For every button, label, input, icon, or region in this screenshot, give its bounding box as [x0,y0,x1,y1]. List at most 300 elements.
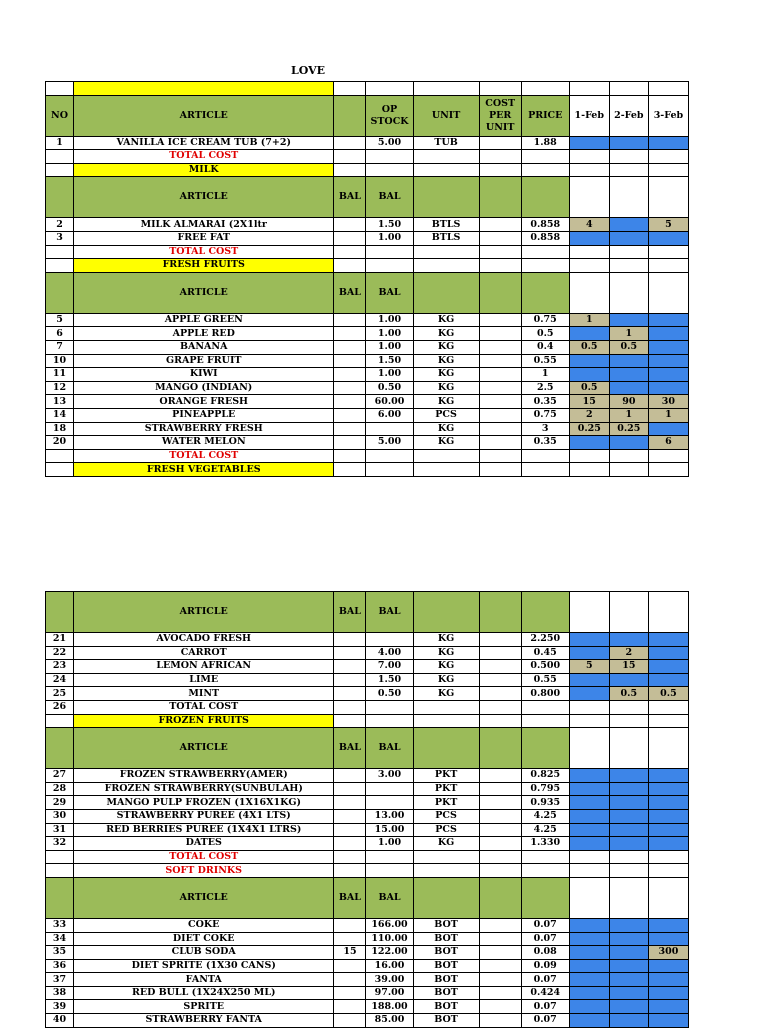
item-bal [334,231,366,245]
item-no: 36 [46,959,74,973]
item-day-qty [609,959,648,973]
item-day-qty: 5 [648,218,688,232]
total-cost-label: TOTAL COST [74,850,334,864]
table-row [46,354,689,368]
item-day-qty [569,1014,609,1028]
empty-cell [521,245,569,259]
item-article: APPLE GREEN [74,313,334,327]
item-day-qty [648,823,688,837]
item-article: MANGO PULP FROZEN (1X16X1KG) [74,796,334,810]
item-unit: BOT [413,959,479,973]
item-no: 29 [46,796,74,810]
header-bal: BAL [366,272,413,313]
item-price: 2.250 [521,633,569,647]
item-op-stock: 1.00 [366,837,413,851]
empty-cell [479,150,521,164]
item-article: RED BULL (1X24X250 ML) [74,986,334,1000]
item-day-qty: 1 [648,408,688,422]
item-price: 0.45 [521,646,569,660]
header-day-blank [569,272,609,313]
item-unit: PCS [413,823,479,837]
header-blank [46,877,74,918]
item-day-qty [569,809,609,823]
empty-cell [609,245,648,259]
empty-cell [413,463,479,477]
item-price: 0.75 [521,408,569,422]
item-unit: PCS [413,408,479,422]
empty-cell [334,150,366,164]
item-op-stock: 4.00 [366,646,413,660]
item-day-qty [569,368,609,382]
empty-cell [521,463,569,477]
empty-cell [366,714,413,728]
table-row [46,1000,689,1014]
item-op-stock: 0.50 [366,381,413,395]
sub-header-row [46,177,689,218]
item-article: TOTAL COST [74,700,334,714]
item-day-qty [609,1014,648,1028]
empty-cell [46,150,74,164]
item-no: 2 [46,218,74,232]
empty-cell [569,449,609,463]
item-day-qty: 300 [648,946,688,960]
item-day-qty: 2 [569,408,609,422]
item-article: FROZEN STRAWBERRY(AMER) [74,769,334,783]
empty-cell [521,864,569,878]
empty-cell [46,864,74,878]
item-day-qty [648,381,688,395]
empty-cell [479,864,521,878]
empty-cell [334,463,366,477]
item-day-qty [648,646,688,660]
empty-cell [479,259,521,273]
table-row [46,918,689,932]
header-blank [521,592,569,633]
item-day-qty [569,973,609,987]
item-op-stock: 1.00 [366,231,413,245]
item-day-qty [648,782,688,796]
header-day-blank [648,877,688,918]
empty-cell [521,82,569,96]
item-unit: PKT [413,782,479,796]
item-day-qty: 0.5 [609,340,648,354]
item-no: 21 [46,633,74,647]
item-op-stock: 1.00 [366,340,413,354]
item-no: 37 [46,973,74,987]
item-unit: KG [413,673,479,687]
item-cost-per-unit [479,809,521,823]
item-bal [334,395,366,409]
item-no: 39 [46,1000,74,1014]
item-no: 24 [46,673,74,687]
header-article: ARTICLE [74,95,334,136]
item-cost-per-unit [479,408,521,422]
empty-cell [521,850,569,864]
table-row [46,769,689,783]
item-unit: BTLS [413,218,479,232]
header-blank [521,177,569,218]
item-unit: KG [413,327,479,341]
empty-cell [334,259,366,273]
header-unit: UNIT [413,95,479,136]
item-day-qty: 0.5 [609,687,648,701]
header-blank [46,272,74,313]
empty-cell [648,850,688,864]
item-no: 18 [46,422,74,436]
item-unit: KG [413,381,479,395]
item-no: 1 [46,136,74,150]
item-no: 32 [46,837,74,851]
item-day-qty [609,932,648,946]
item-article: LIME [74,673,334,687]
empty-cell [569,714,609,728]
item-day-qty [648,837,688,851]
item-op-stock: 6.00 [366,408,413,422]
empty-cell [334,449,366,463]
item-article: GRAPE FRUIT [74,354,334,368]
item-day-qty [609,973,648,987]
header-day-blank [648,592,688,633]
item-bal [334,809,366,823]
item-day-qty [648,673,688,687]
item-op-stock: 0.50 [366,687,413,701]
item-day-qty: 15 [609,660,648,674]
item-article: STRAWBERRY FANTA [74,1014,334,1028]
item-unit: BOT [413,946,479,960]
item-day-qty [609,633,648,647]
item-day-qty [609,218,648,232]
item-no: 30 [46,809,74,823]
table-row [46,218,689,232]
item-day-qty [609,809,648,823]
item-price [521,700,569,714]
item-no: 38 [46,986,74,1000]
empty-cell [366,163,413,177]
item-no: 14 [46,408,74,422]
table-row [46,408,689,422]
item-day-qty [648,932,688,946]
total-cost-label: TOTAL COST [74,150,334,164]
total-cost-label: TOTAL COST [74,245,334,259]
table-row [46,660,689,674]
item-day-qty [609,673,648,687]
header-blank [46,592,74,633]
header-day-blank [609,728,648,769]
item-day-qty [569,646,609,660]
item-bal [334,633,366,647]
item-cost-per-unit [479,1000,521,1014]
item-cost-per-unit [479,796,521,810]
section-row [46,864,689,878]
item-cost-per-unit [479,436,521,450]
item-price: 0.07 [521,1014,569,1028]
section-label [74,82,334,96]
inventory-table-bottom [45,591,689,1028]
item-day-qty [609,436,648,450]
item-op-stock: 1.00 [366,313,413,327]
item-price: 0.795 [521,782,569,796]
item-bal [334,136,366,150]
item-bal [334,769,366,783]
header-bal: BAL [334,592,366,633]
item-cost-per-unit [479,687,521,701]
item-unit: KG [413,436,479,450]
header-day-blank [569,728,609,769]
empty-cell [366,463,413,477]
sub-header-row [46,592,689,633]
item-bal [334,381,366,395]
header-day-blank [569,877,609,918]
item-no: 3 [46,231,74,245]
total-cost-row [46,150,689,164]
item-cost-per-unit [479,354,521,368]
item-cost-per-unit [479,1014,521,1028]
item-bal [334,340,366,354]
empty-cell [413,864,479,878]
item-day-qty [609,796,648,810]
header-bal: BAL [366,728,413,769]
item-bal [334,1014,366,1028]
item-day-qty [569,959,609,973]
item-day-qty [609,354,648,368]
item-bal [334,700,366,714]
item-day-qty [648,918,688,932]
empty-cell [648,864,688,878]
item-bal [334,422,366,436]
empty-cell [609,463,648,477]
empty-cell [521,449,569,463]
sub-header-row [46,728,689,769]
empty-cell [366,259,413,273]
item-bal [334,408,366,422]
empty-cell [569,850,609,864]
item-price: 0.5 [521,327,569,341]
item-no: 12 [46,381,74,395]
header-blank [479,877,521,918]
table-row [46,633,689,647]
header-row [46,95,689,136]
item-no: 20 [46,436,74,450]
empty-cell [609,449,648,463]
empty-cell [609,82,648,96]
item-day-qty [569,823,609,837]
item-day-qty [648,340,688,354]
item-day-qty: 30 [648,395,688,409]
header-article: ARTICLE [74,177,334,218]
item-article: VANILLA ICE CREAM TUB (7+2) [74,136,334,150]
empty-cell [334,714,366,728]
item-price: 0.07 [521,932,569,946]
table-row [46,340,689,354]
item-day-qty: 4 [569,218,609,232]
item-no: 5 [46,313,74,327]
item-day-qty: 1 [609,327,648,341]
item-day-qty [609,368,648,382]
item-op-stock: 1.50 [366,673,413,687]
item-cost-per-unit [479,313,521,327]
header-day-blank [569,177,609,218]
table-row [46,646,689,660]
item-unit: BOT [413,918,479,932]
item-bal [334,959,366,973]
item-no: 26 [46,700,74,714]
item-day-qty: 90 [609,395,648,409]
table-row [46,796,689,810]
item-article: WATER MELON [74,436,334,450]
item-cost-per-unit [479,769,521,783]
item-no: 33 [46,918,74,932]
item-op-stock: 1.50 [366,218,413,232]
item-unit: KG [413,368,479,382]
item-bal [334,837,366,851]
item-price: 0.825 [521,769,569,783]
item-op-stock: 188.00 [366,1000,413,1014]
item-day-qty [609,837,648,851]
item-article: STRAWBERRY PUREE (4X1 LTS) [74,809,334,823]
item-day-qty [609,946,648,960]
item-op-stock: 60.00 [366,395,413,409]
section-label: FRESH FRUITS [74,259,334,273]
title-row [46,82,689,96]
table-row [46,136,689,150]
item-article: DIET COKE [74,932,334,946]
empty-cell [648,449,688,463]
item-unit: BOT [413,1000,479,1014]
item-bal [334,932,366,946]
item-bal [334,973,366,987]
item-day-qty [569,986,609,1000]
header-blank [413,877,479,918]
empty-cell [648,463,688,477]
empty-cell [366,449,413,463]
empty-cell [609,163,648,177]
empty-cell [569,463,609,477]
empty-cell [46,449,74,463]
header-blank [521,877,569,918]
empty-cell [413,163,479,177]
item-no: 25 [46,687,74,701]
empty-cell [46,463,74,477]
item-op-stock [366,633,413,647]
item-day-qty [648,327,688,341]
empty-cell [366,850,413,864]
item-price: 0.4 [521,340,569,354]
item-no: 23 [46,660,74,674]
item-unit: KG [413,422,479,436]
item-cost-per-unit [479,136,521,150]
item-day-qty [569,769,609,783]
header-day: 1-Feb [569,95,609,136]
empty-cell [366,245,413,259]
table-row [46,932,689,946]
header-blank [479,177,521,218]
header-blank [413,728,479,769]
item-op-stock [366,782,413,796]
item-op-stock: 15.00 [366,823,413,837]
table-row [46,809,689,823]
header-price: PRICE [521,95,569,136]
item-day-qty [569,700,609,714]
item-day-qty: 0.5 [569,381,609,395]
item-unit [413,700,479,714]
table-row [46,1014,689,1028]
item-unit: PCS [413,809,479,823]
item-day-qty [648,633,688,647]
empty-cell [569,82,609,96]
empty-cell [569,259,609,273]
empty-cell [609,150,648,164]
header-day: 3-Feb [648,95,688,136]
table-row [46,700,689,714]
total-cost-row [46,449,689,463]
item-day-qty [648,959,688,973]
item-cost-per-unit [479,932,521,946]
empty-cell [648,259,688,273]
item-no: 27 [46,769,74,783]
item-cost-per-unit [479,973,521,987]
table-row [46,327,689,341]
item-cost-per-unit [479,422,521,436]
header-blank [413,272,479,313]
header-day-blank [648,272,688,313]
item-article: SPRITE [74,1000,334,1014]
section-row [46,163,689,177]
empty-cell [46,714,74,728]
item-day-qty [569,796,609,810]
item-unit: KG [413,646,479,660]
item-bal [334,796,366,810]
item-op-stock: 16.00 [366,959,413,973]
item-day-qty: 0.5 [569,340,609,354]
empty-cell [334,82,366,96]
item-op-stock: 1.50 [366,354,413,368]
section-row [46,259,689,273]
section-label: MILK [74,163,334,177]
item-day-qty [569,687,609,701]
item-article: AVOCADO FRESH [74,633,334,647]
item-day-qty [569,633,609,647]
header-article: ARTICLE [74,272,334,313]
section-label: FROZEN FRUITS [74,714,334,728]
item-op-stock [366,422,413,436]
empty-cell [413,259,479,273]
total-cost-label: TOTAL COST [74,449,334,463]
item-price: 0.08 [521,946,569,960]
item-unit: KG [413,354,479,368]
item-cost-per-unit [479,231,521,245]
item-unit: BOT [413,932,479,946]
item-bal [334,368,366,382]
item-day-qty [648,986,688,1000]
item-article: LEMON AFRICAN [74,660,334,674]
item-day-qty [569,1000,609,1014]
inventory-table-top [45,81,689,477]
item-bal [334,660,366,674]
sheet-title: LOVE [290,64,326,77]
item-day-qty: 1 [569,313,609,327]
empty-cell [479,850,521,864]
empty-cell [479,449,521,463]
sub-header-row [46,877,689,918]
section-row [46,463,689,477]
item-article: STRAWBERRY FRESH [74,422,334,436]
header-blank [46,728,74,769]
item-article: RED BERRIES PUREE (1X4X1 LTRS) [74,823,334,837]
item-article: ORANGE FRESH [74,395,334,409]
item-day-qty [648,796,688,810]
item-cost-per-unit [479,986,521,1000]
item-day-qty [648,1000,688,1014]
